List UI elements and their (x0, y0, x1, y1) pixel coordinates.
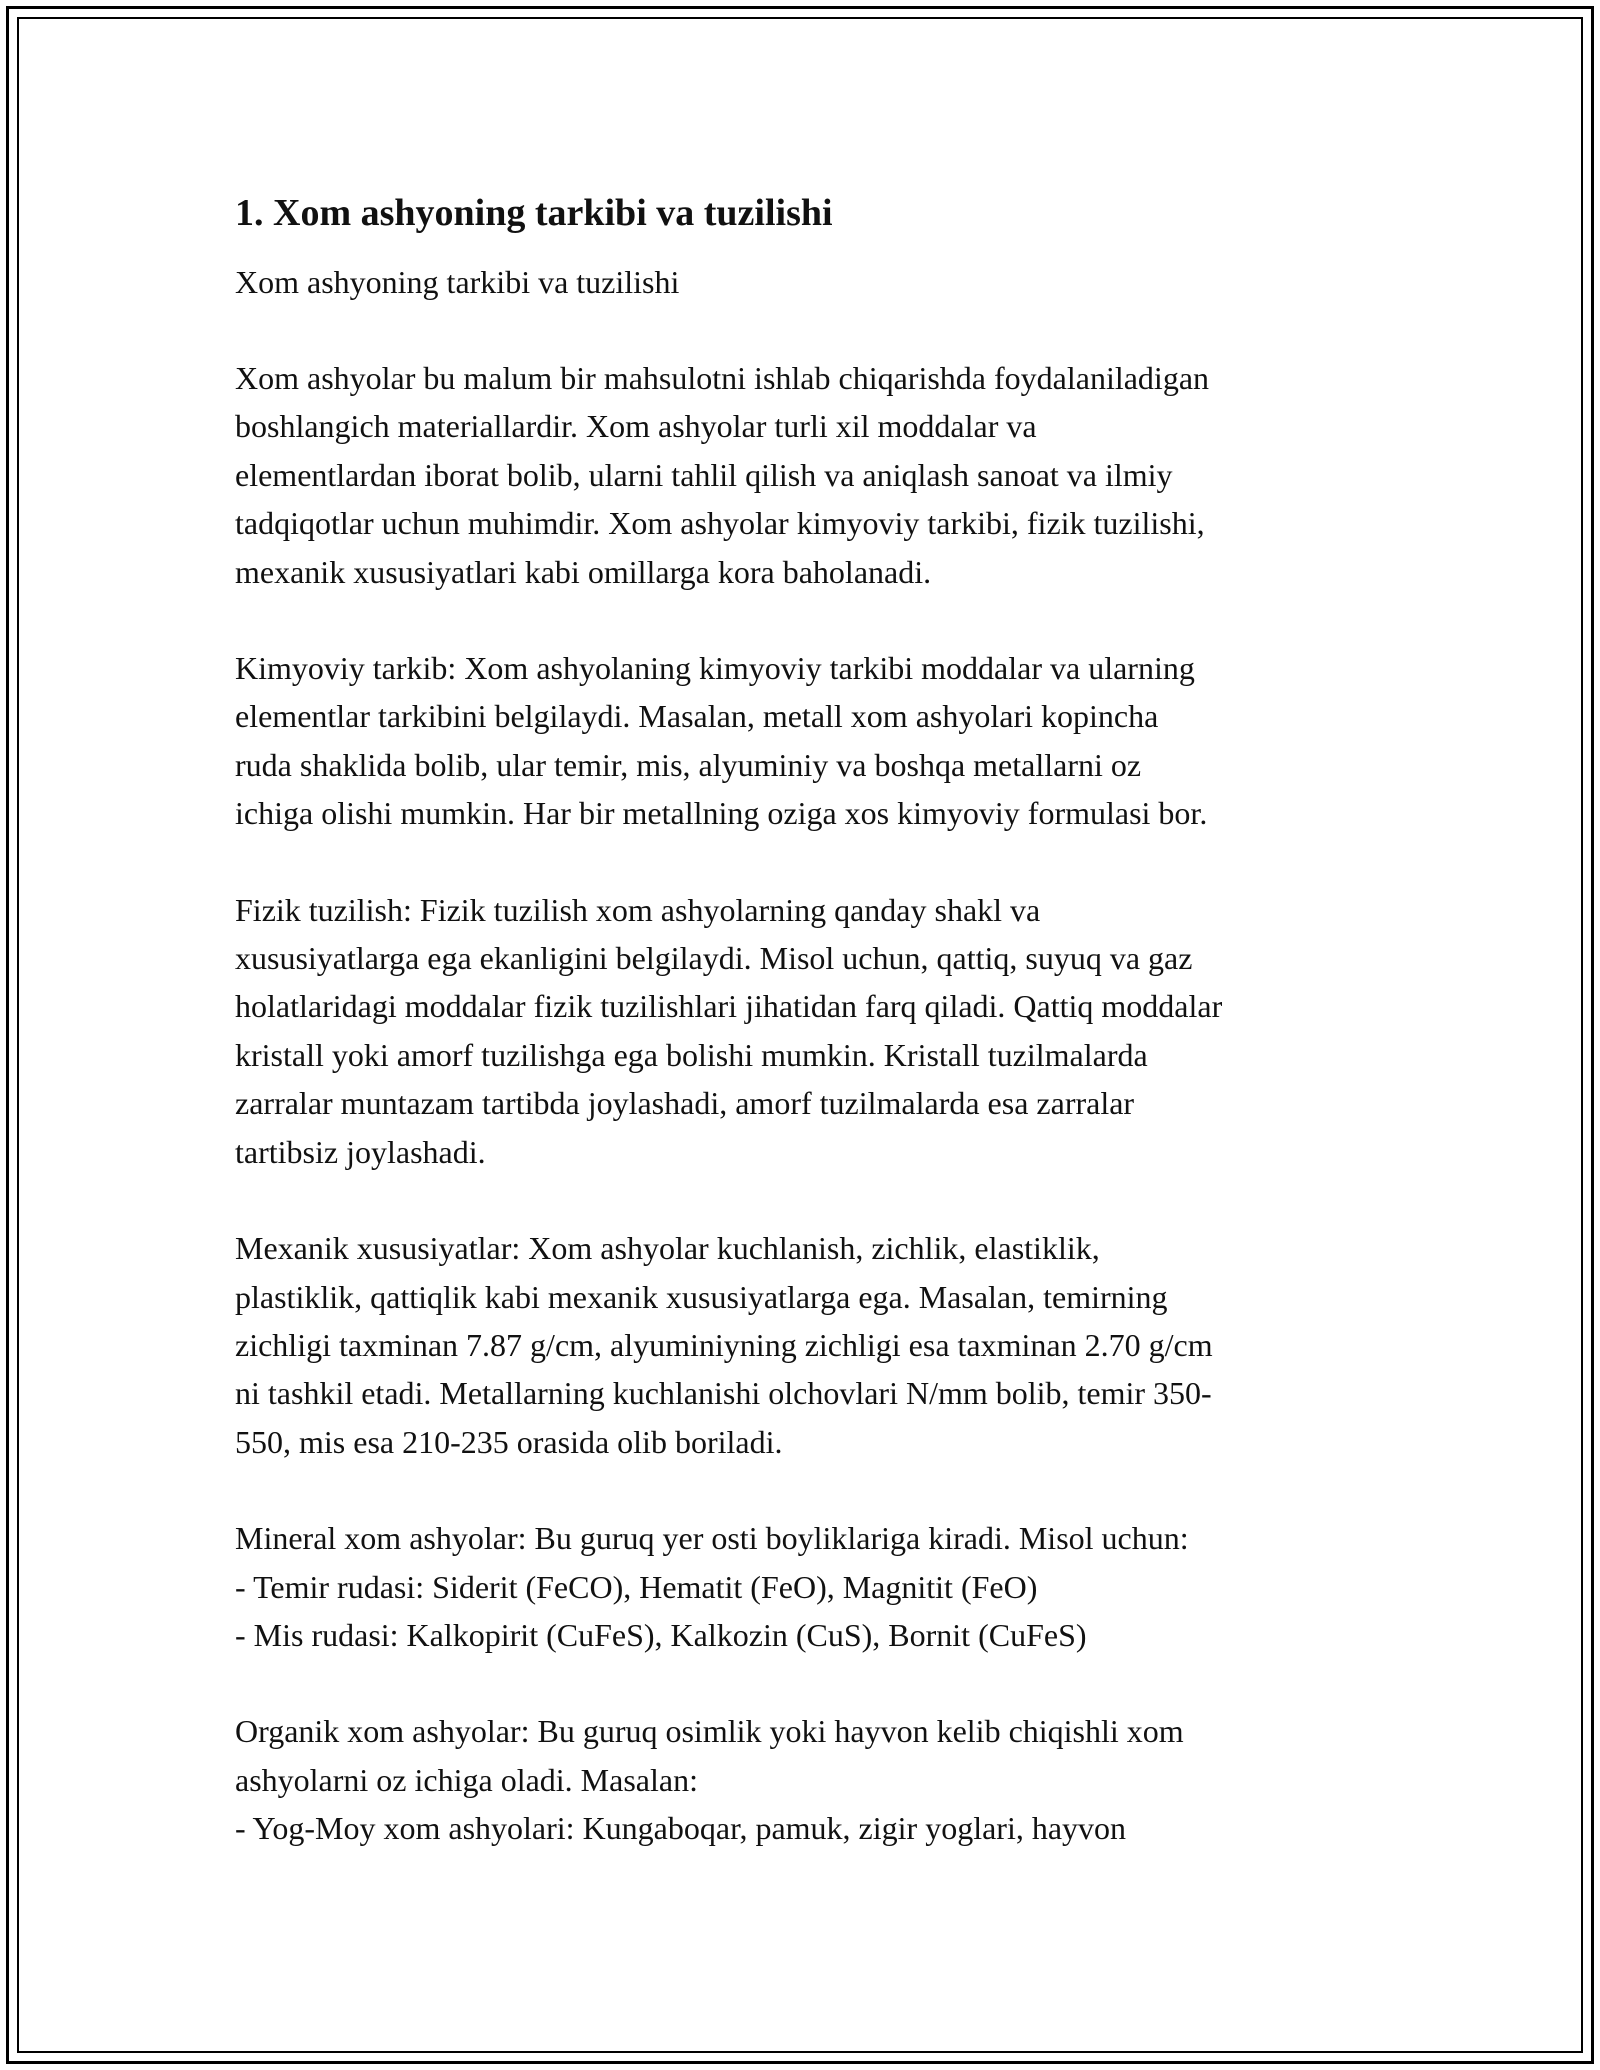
paragraph-chemical-composition (235, 644, 1385, 838)
text-line: 550, mis esa 210-235 orasida olib boriladi. (235, 1423, 783, 1460)
document-body (235, 188, 1385, 1853)
text-line: zichligi taxminan 7.87 g/cm, alyuminiyning zichligi esa taxminan 2.70 g/cm (235, 1326, 1213, 1363)
text-line: Mineral xom ashyolar: Bu guruq yer osti boyliklariga kiradi. Misol uchun: (235, 1520, 1189, 1557)
text-line: ruda shaklida bolib, ular temir, mis, alyuminiy va boshqa metallarni oz (235, 746, 1142, 783)
text-line: xususiyatlarga ega ekanligini belgilaydi. Misol uchun, qattiq, suyuq va gaz (235, 940, 1193, 977)
text-line: elementlardan iborat bolib, ularni tahlil qilish va aniqlash sanoat va ilmiy (235, 456, 1173, 493)
paragraph-organic-raw-materials (235, 1707, 1385, 1852)
text-line: boshlangich materiallardir. Xom ashyolar turli xil moddalar va (235, 408, 1037, 445)
text-line: elementlar tarkibini belgilaydi. Masalan, metall xom ashyolari kopincha (235, 698, 1159, 735)
text-line: Mexanik xususiyatlar: Xom ashyolar kuchlanish, zichlik, elastiklik, (235, 1230, 1100, 1267)
text-line: Fizik tuzilish: Fizik tuzilish xom ashyolarning qanday shakl va (235, 891, 1041, 928)
text-line: ashyolarni oz ichiga oladi. Masalan: (235, 1761, 698, 1798)
paragraph-mechanical-properties (235, 1224, 1385, 1466)
text-line: tadqiqotlar uchun muhimdir. Xom ashyolar kimyoviy tarkibi, fizik tuzilishi, (235, 505, 1205, 542)
list-item: - Mis rudasi: Kalkopirit (CuFeS), Kalkozin (CuS), Bornit (CuFeS) (235, 1616, 1087, 1653)
text-line: plastiklik, qattiqlik kabi mexanik xususiyatlarga ega. Masalan, temirning (235, 1278, 1168, 1315)
list-item: - Yog-Moy xom ashyolari: Kungaboqar, pamuk, zigir yoglari, hayvon (235, 1810, 1127, 1847)
text-line: mexanik xususiyatlari kabi omillarga kora baholanadi. (235, 553, 932, 590)
text-line: kristall yoki amorf tuzilishga ega bolishi mumkin. Kristall tuzilmalarda (235, 1036, 1148, 1073)
text-line: zarralar muntazam tartibda joylashadi, amorf tuzilmalarda esa zarralar (235, 1085, 1135, 1122)
section-subtitle: Xom ashyoning tarkibi va tuzilishi (235, 264, 680, 300)
text-line: holatlaridagi moddalar fizik tuzilishlari jihatidan farq qiladi. Qattiq moddalar (235, 988, 1223, 1025)
text-line: Kimyoviy tarkib: Xom ashyolaning kimyoviy tarkibi moddalar va ularning (235, 650, 1195, 687)
paragraph-physical-structure (235, 886, 1385, 1176)
text-line: tartibsiz joylashadi. (235, 1133, 486, 1170)
text-line: Organik xom ashyolar: Bu guruq osimlik yoki hayvon kelib chiqishli xom (235, 1713, 1184, 1750)
text-line: ni tashkil etadi. Metallarning kuchlanishi olchovlari N/mm bolib, temir 350- (235, 1375, 1212, 1412)
section-heading: 1. Xom ashyoning tarkibi va tuzilishi (235, 192, 833, 234)
text-line: ichiga olishi mumkin. Har bir metallning oziga xos kimyoviy formulasi bor. (235, 795, 1208, 832)
paragraph-intro (235, 354, 1385, 596)
list-item: - Temir rudasi: Siderit (FeCO), Hematit (FeO), Magnitit (FeO) (235, 1568, 1038, 1605)
paragraph-mineral-raw-materials (235, 1514, 1385, 1659)
text-line: Xom ashyolar bu malum bir mahsulotni ishlab chiqarishda foydalaniladigan (235, 360, 1210, 396)
